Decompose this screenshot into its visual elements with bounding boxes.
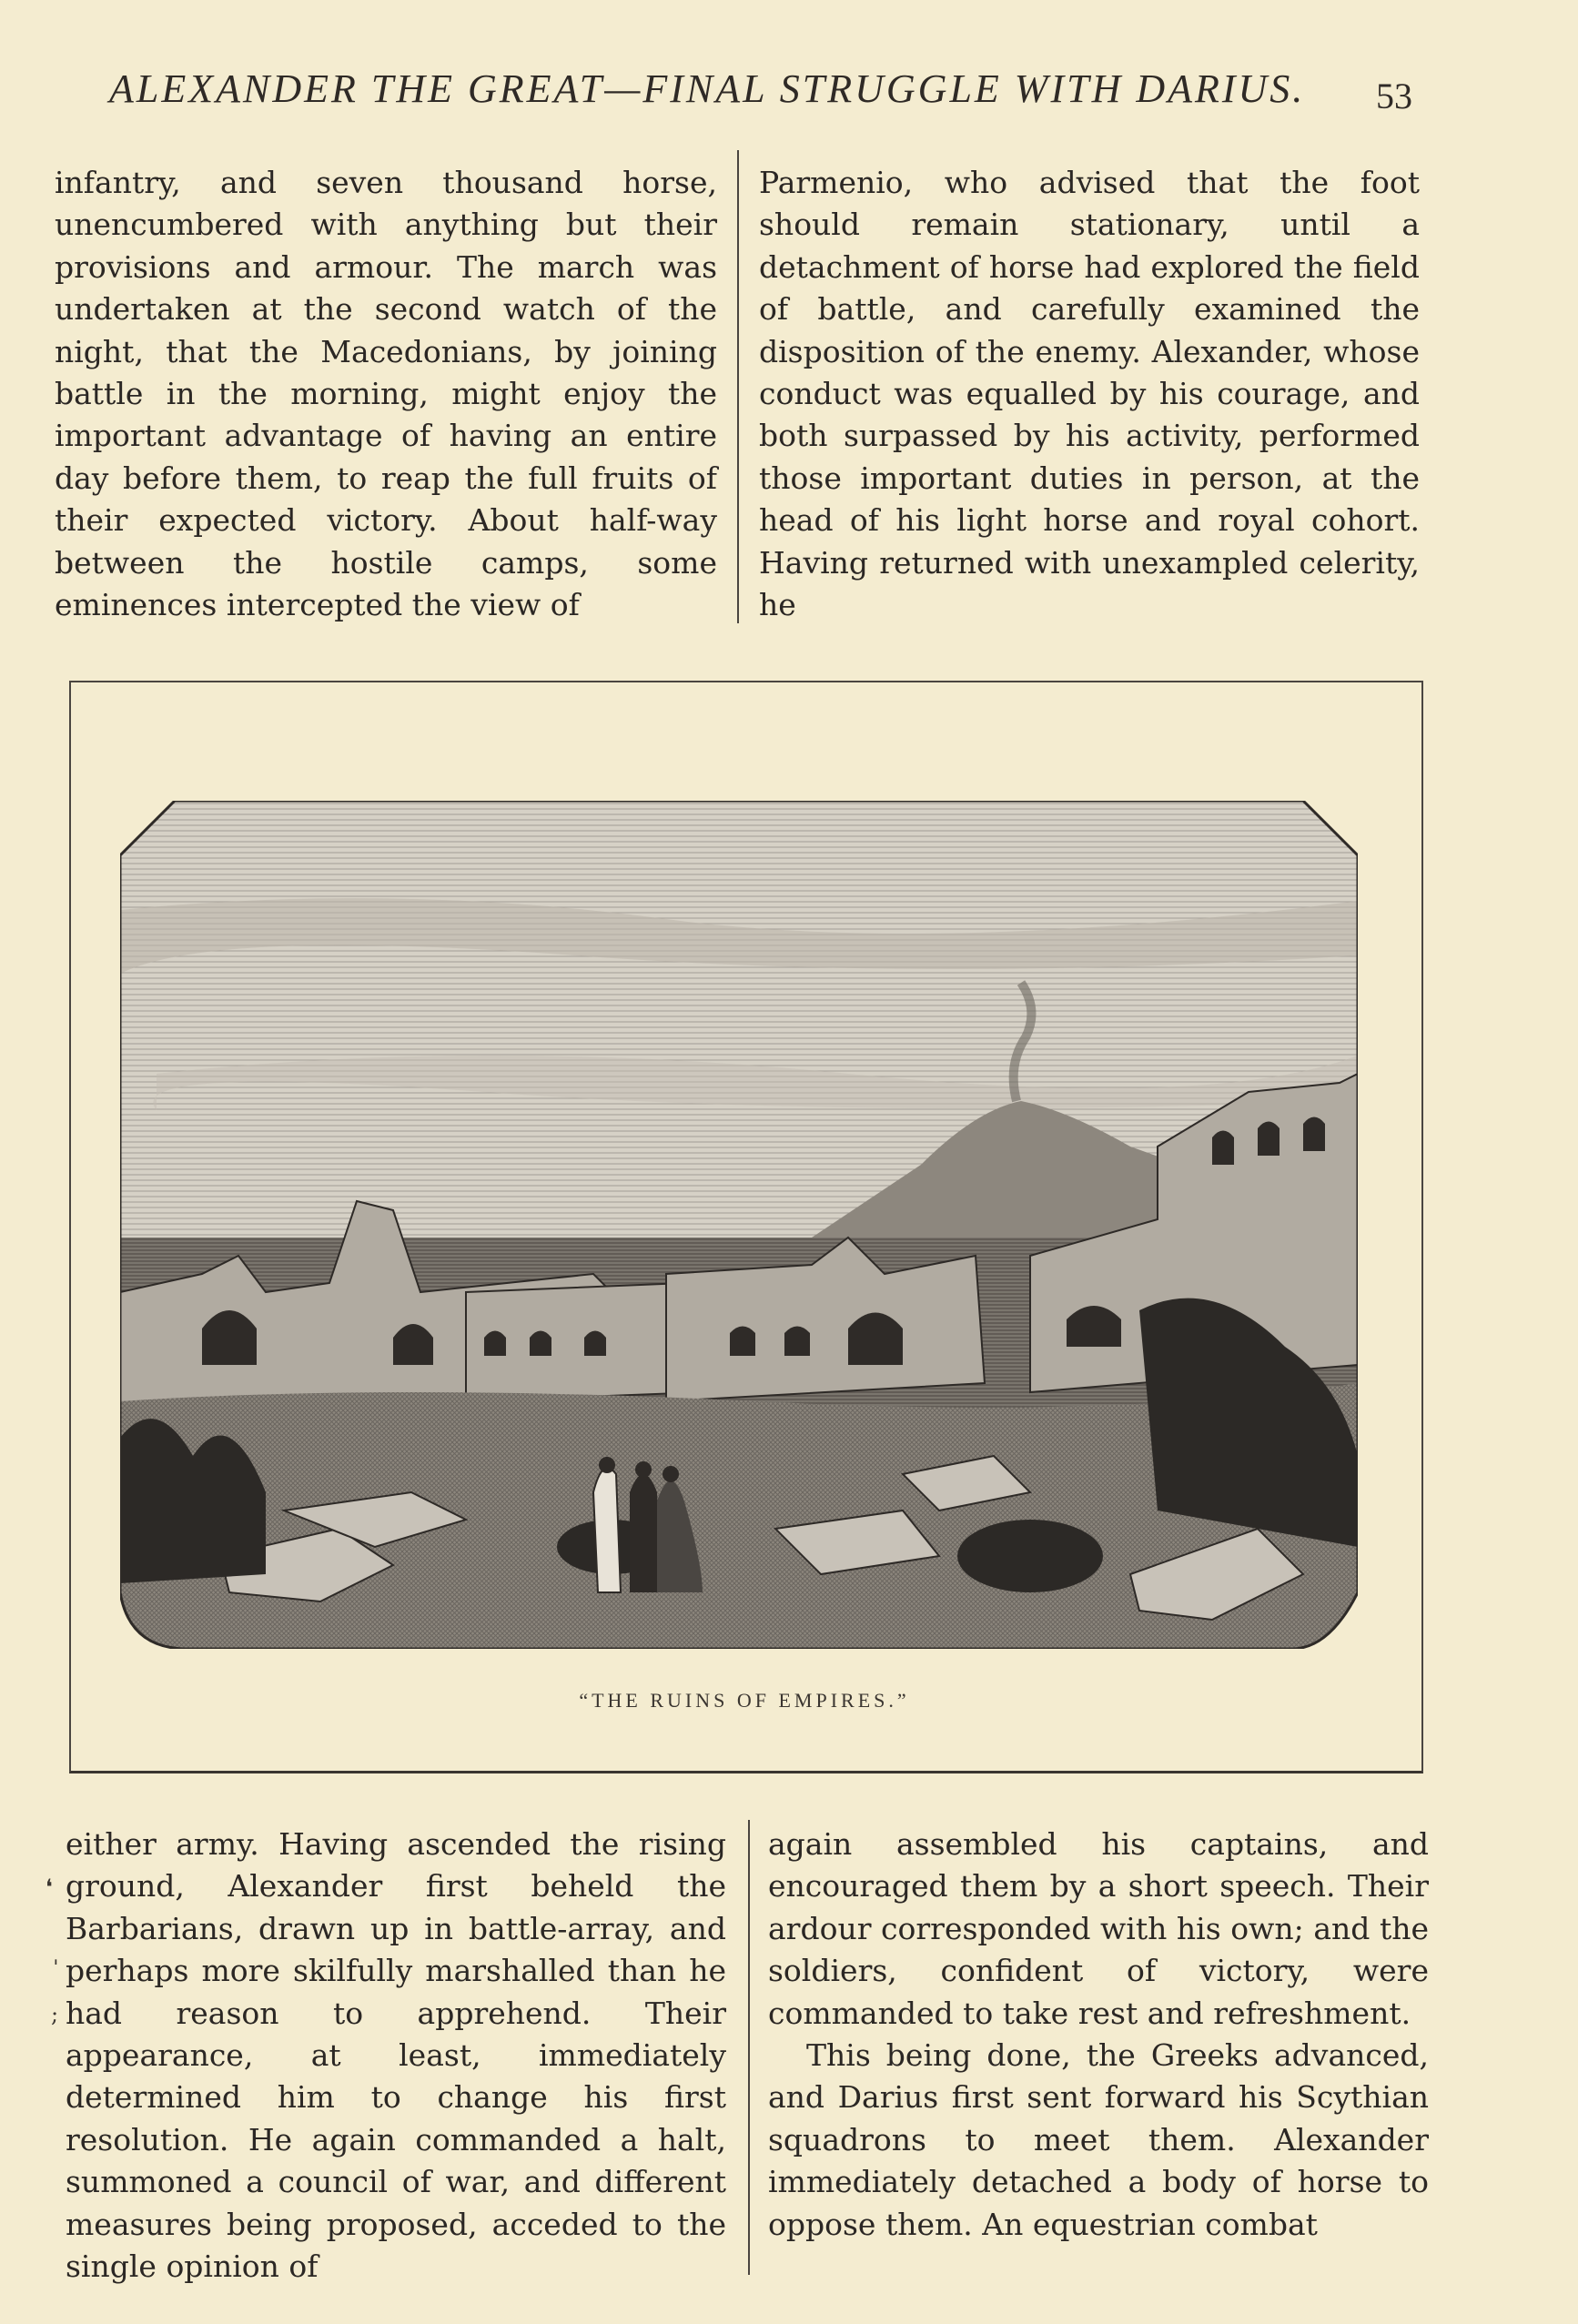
column-divider-bottom [748, 1820, 750, 2275]
text-column-bottom-right [768, 1824, 1429, 2246]
paragraph: Parmenio, who advised that the foot should remain stationary, until a detachment of horse had explored the field of battle, and carefully examined the disposition of the enemy. Alexander, whose conduct was equalled by his courage, and both surpassed by his activity, performed those important duties in person, at the head of his light horse and royal cohort. Having returned with unexampled celerity, he [759, 165, 1420, 623]
column-divider-top [737, 150, 739, 623]
page-number: 53 [1376, 76, 1412, 116]
illustration-caption: “THE RUINS OF EMPIRES.” [579, 1689, 910, 1712]
text-column-bottom-left [66, 1824, 726, 2288]
paragraph: either army. Having ascended the rising ground, Alexander first beheld the Barbarians, drawn up in battle-array, and perhaps more skilfully marshalled than he had reason to apprehend. Their appearance, at least, immediately determined him to change his first resolution. He again commanded a halt, summoned a council of war, and different measures being proposed, acceded to the single opinion of [66, 1826, 726, 2285]
margin-mark: ; [51, 2002, 59, 2027]
running-header: ALEXANDER THE GREAT—FINAL STRUGGLE WITH DARIUS. [109, 66, 1306, 111]
paragraph: This being done, the Greeks advanced, and Darius first sent forward his Scythian squadrons to meet them. Alexander immediately detached a body of horse to oppose them. An equestrian combat [768, 2037, 1429, 2242]
text-column-top-left [55, 162, 717, 626]
margin-mark: ˈ [53, 1956, 59, 1982]
paragraph: again assembled his captains, and encouraged them by a short speech. Their ardour corresponded with his own; and the soldiers, confident of victory, were commanded to take rest and refreshment. [768, 1826, 1429, 2031]
paragraph: infantry, and seven thousand horse, unencumbered with anything but their provisions and armour. The march was undertaken at the second watch of the night, that the Macedonians, by joining battle in the morning, might enjoy the important advantage of having an entire day before them, to reap the full fruits of their expected victory. About half-way between the hostile camps, some eminences intercepted the view of [55, 165, 717, 623]
ruins-engraving [120, 801, 1358, 1649]
margin-mark: ❛ [46, 1874, 53, 1900]
text-column-top-right [759, 162, 1420, 626]
